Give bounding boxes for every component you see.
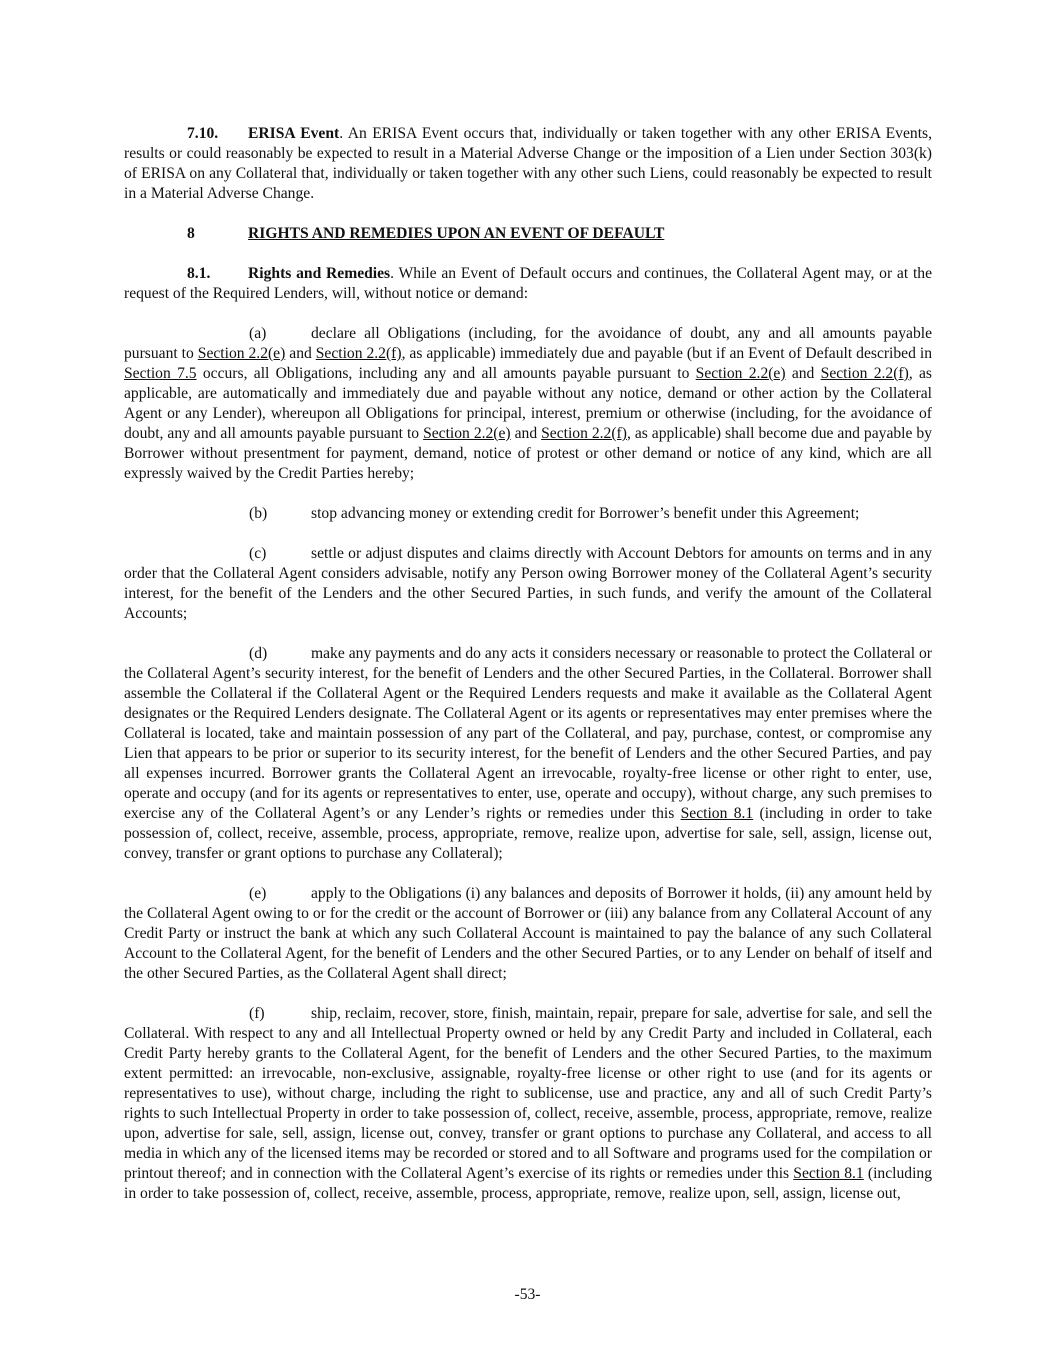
clause-text: (including in order to take possession of, collect, receive, assemble, process, appropriate, remove, realize upon, advertise for sale, sell, assign, license out, convey, transfer or grant options to purchase any Collateral); — [124, 805, 932, 862]
section-title: ERISA Event — [248, 125, 340, 142]
clause-text: occurs, all Obligations, including any and all amounts payable pursuant to — [196, 365, 696, 382]
clause-text: ship, reclaim, recover, store, finish, maintain, repair, prepare for sale, advertise for sale, and sell the Collateral. With respect to any and all Intellectual Property owned or held by any Credit Party and included in Collateral, each Credit Party hereby grants to the Collateral Agent, for the benefit of Lenders and the other Secured Parties, to the maximum extent permitted: an irrevocable, non-exclusive, assignable, royalty-free license or other right to use (and for its agents or representatives to use), without charge, including the right to sublicense, use and practice, any and all of such Credit Party’s rights to such Intellectual Property in order to take possession of, collect, receive, assemble, process, appropriate, remove, realize upon, advertise for sale, sell, assign, license out, convey, transfer or grant options to purchase any Collateral, and access to all media in which any of the licensed items may be recorded or stored and to all Software and programs used for the compilation or printout thereof; and in connection with the Collateral Agent’s exercise of its rights or remedies under this — [124, 1005, 932, 1182]
article-heading — [187, 224, 932, 244]
section-number: 8.1. — [187, 265, 211, 282]
section-8-1 — [124, 264, 932, 304]
clause-label: (c) — [249, 545, 267, 562]
article-title: RIGHTS AND REMEDIES UPON AN EVENT OF DEFAULT — [248, 225, 665, 242]
clause-a — [124, 324, 932, 484]
clause-label: (f) — [249, 1005, 265, 1022]
page-number: -53- — [514, 1286, 541, 1303]
clause-text: and — [510, 425, 542, 442]
section-title: Rights and Remedies — [248, 265, 391, 282]
clause-text: (including in order to take possession of, collect, receive, assemble, process, appropriate, remove, realize upon, sell, assign, license out, — [124, 1165, 932, 1202]
clause-label: (e) — [249, 885, 267, 902]
section-reference: Section 2.2(f) — [820, 365, 909, 382]
clause-text: settle or adjust disputes and claims directly with Account Debtors for amounts on terms and in any order that the Collateral Agent considers advisable, notify any Person owing Borrower money of the Collateral Agent’s security interest, for the benefit of the Lenders and the other Secured Parties, in such funds, and verify the amount of the Collateral Accounts; — [124, 545, 932, 622]
clause-text: , as applicable) immediately due and payable (but if an Event of Default described in — [401, 345, 932, 362]
clause-text: declare all Obligations (including, for the avoidance of doubt, any and all amounts payable pursuant to — [124, 325, 932, 362]
clause-f — [124, 1004, 932, 1204]
clause-text: and — [785, 365, 821, 382]
section-reference: Section 8.1 — [680, 805, 754, 822]
clause-e — [124, 884, 932, 984]
clause-label: (d) — [249, 645, 268, 662]
section-reference: Section 2.2(f) — [541, 425, 627, 442]
clause-b — [124, 504, 932, 524]
section-reference: Section 2.2(f) — [315, 345, 402, 362]
clause-text: make any payments and do any acts it considers necessary or reasonable to protect the Collateral or the Collateral Agent’s security interest, for the benefit of Lenders and the other Secured Parties, in the Collateral. Borrower shall assemble the Collateral if the Collateral Agent or the Required Lenders requests and make it available as the Collateral Agent designates or the Required Lenders designate. The Collateral Agent or its agents or representatives may enter premises where the Collateral is located, take and maintain possession of any part of the Collateral, and pay, purchase, contest, or compromise any Lien that appears to be prior or superior to its security interest, for the benefit of Lenders and the other Secured Parties, and pay all expenses incurred. Borrower grants the Collateral Agent an irrevocable, royalty-free license or other right to enter, use, operate and occupy (and for its agents or representatives to enter, use, operate and occupy), without charge, any such premises to exercise any of the Collateral Agent’s or any Lender’s rights or remedies under this — [124, 645, 932, 822]
clause-text: stop advancing money or extending credit for Borrower’s benefit under this Agreement; — [311, 505, 860, 522]
clause-text: apply to the Obligations (i) any balances and deposits of Borrower it holds, (ii) any amount held by the Collateral Agent owing to or for the credit or the account of Borrower or (iii) any balance from any Collateral Account of any Credit Party or instruct the bank at which any such Collateral Account is maintained to pay the balance of any such Collateral Account to the Collateral Agent, for the benefit of Lenders and the other Secured Parties, or to any Lender on behalf of itself and the other Secured Parties, as the Collateral Agent shall direct; — [124, 885, 932, 982]
clause-text: , as applicable, are automatically and immediately due and payable without any notice, demand or other action by the Collateral Agent or any Lender), whereupon all Obligations for principal, interest, premium or otherwise (including, for the avoidance of doubt, any and all amounts payable pursuant to — [124, 365, 932, 442]
document-page — [124, 124, 932, 1204]
clause-text: , as applicable) shall become due and payable by Borrower without presentment for payment, demand, notice of protest or other demand or notice of any kind, which are all expressly waived by the Credit Parties hereby; — [124, 425, 932, 482]
clause-c — [124, 544, 932, 624]
article-number: 8 — [187, 225, 195, 242]
clause-label: (a) — [249, 325, 267, 342]
clause-label: (b) — [249, 505, 268, 522]
section-reference: Section 2.2(e) — [197, 345, 286, 362]
section-text: . An ERISA Event occurs that, individually or taken together with any other ERISA Events, results or could reasonably be expected to result in a Material Adverse Change or the imposition of a Lien under Section 303(k) of ERISA on any Collateral that, individually or taken together with any other such Liens, could reasonably be expected to result in a Material Adverse Change. — [124, 125, 933, 202]
section-reference: Section 7.5 — [124, 365, 197, 382]
section-number: 7.10. — [187, 125, 219, 142]
section-7-10 — [124, 124, 932, 204]
clause-text: and — [285, 345, 316, 362]
section-reference: Section 2.2(e) — [423, 425, 511, 442]
section-reference: Section 2.2(e) — [695, 365, 786, 382]
section-text: . While an Event of Default occurs and continues, the Collateral Agent may, or at the request of the Required Lenders, will, without notice or demand: — [124, 265, 932, 302]
section-reference: Section 8.1 — [793, 1165, 864, 1182]
clause-d — [124, 644, 932, 864]
